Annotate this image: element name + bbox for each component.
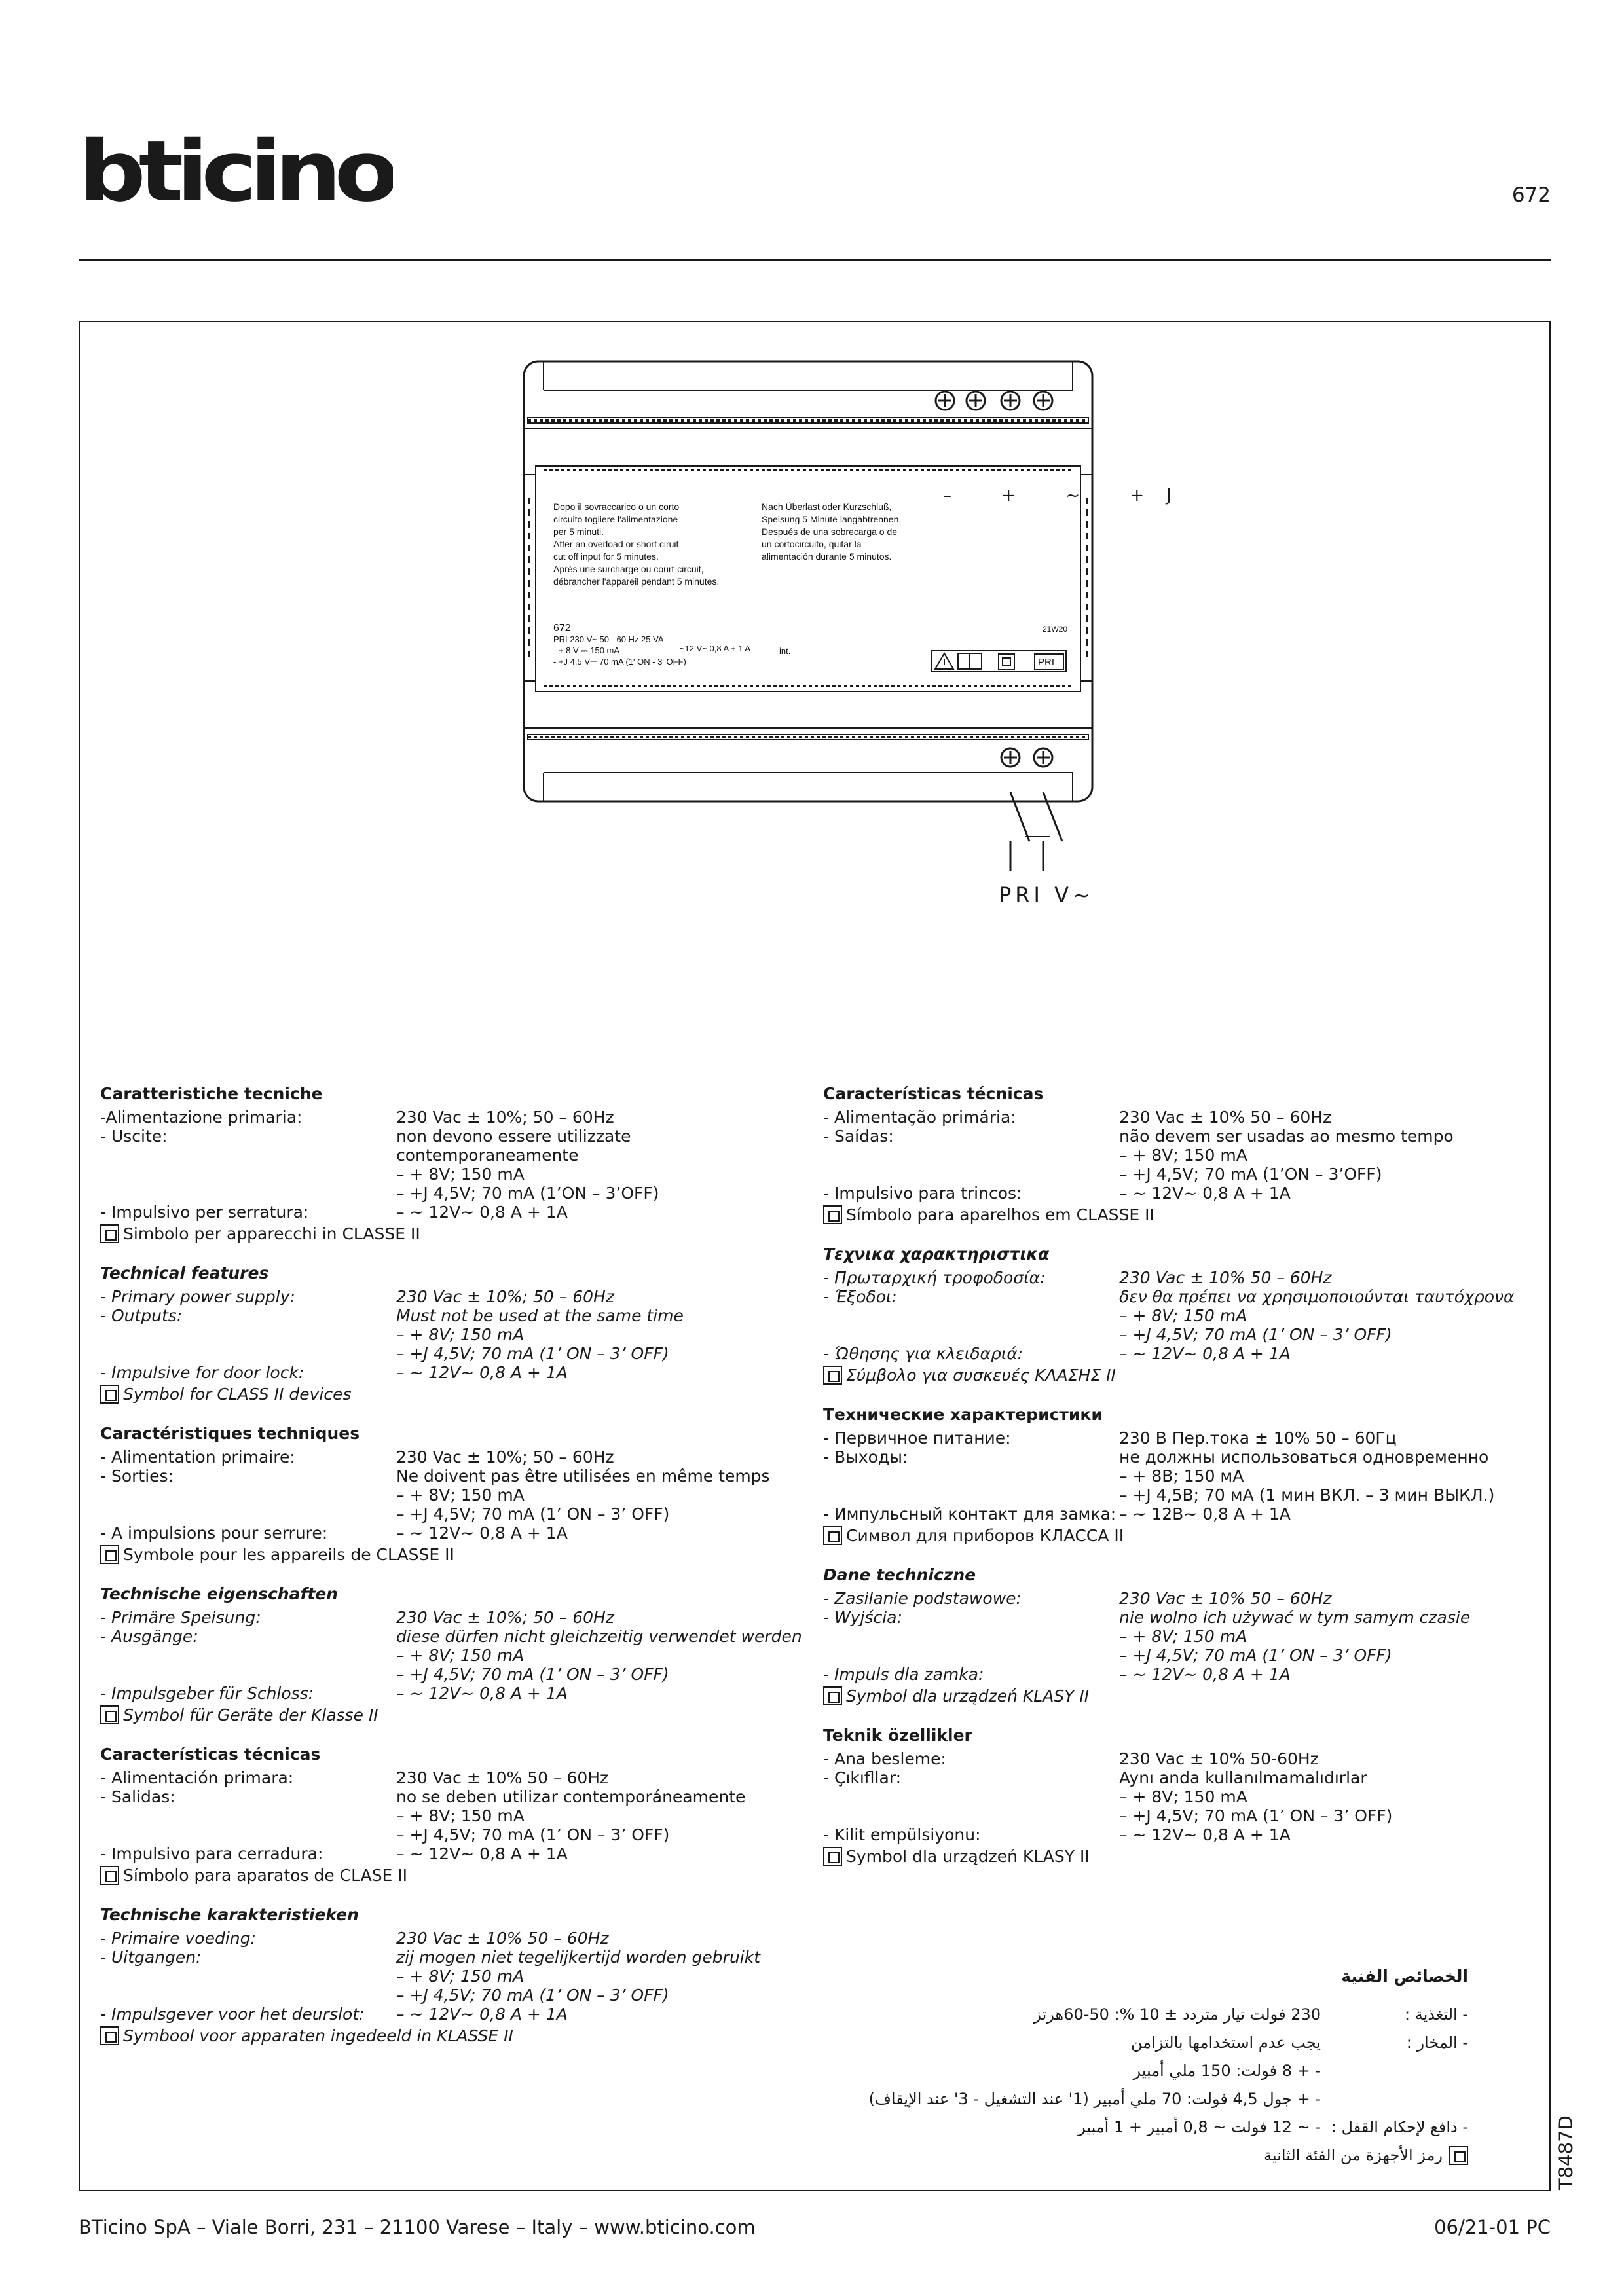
spec-row-outputs	[100, 1127, 807, 1165]
class-ii-icon	[100, 2026, 119, 2045]
class-ii-symbol-row	[100, 1866, 807, 1885]
lock-value: – ~ 12V~ 0,8 A + 1A	[1119, 1825, 1291, 1844]
class-ii-icon	[1449, 2146, 1468, 2165]
output-8v: – + 8V; 150 mA	[1119, 1306, 1247, 1325]
spec-row-power	[823, 2005, 1468, 2025]
device-diagram	[0, 0, 1624, 949]
outputs-value: δεν θα πρέπει να χρησιμοποιούνται ταυτόχρονα	[1119, 1287, 1515, 1306]
overload-note-left: Dopo il sovraccarico o un corto circuito togliere l'alimentazione per 5 minuti. After an overload or short ciruit cut off input for 5 minutes. Après une surcharge ou court-circuit, débrancher l'appareil pendant 5 minutes.	[553, 501, 720, 587]
power-label: - Alimentation primaire:	[100, 1448, 295, 1467]
pri-small-label: PRI	[1038, 657, 1055, 668]
spec-row-outputs	[823, 1768, 1530, 1787]
class-ii-icon	[100, 1385, 119, 1404]
spec-section-arabic	[823, 1966, 1468, 2166]
symbol-text: Символ для приборов КЛАССА II	[846, 1526, 1124, 1545]
spec-row-outputs	[823, 1448, 1530, 1467]
section-title: Características técnicas	[100, 1745, 321, 1764]
lock-label: - Impulsivo para cerradura:	[100, 1844, 323, 1863]
spec-section-portuguese	[823, 1084, 1530, 1224]
power-value: 230 Vac ± 10%; 50 – 60Hz	[396, 1287, 614, 1306]
class-ii-icon	[823, 1526, 842, 1545]
rating-int: int.	[779, 646, 791, 656]
output-j: – +J 4,5V; 70 mA (1’ ON – 3’ OFF)	[1119, 1325, 1392, 1344]
spec-row-lock	[100, 1844, 807, 1863]
section-title: Τεχνικα χαρακτηριστικα	[823, 1245, 1050, 1264]
spec-row-lock	[100, 1523, 807, 1542]
power-value: 230 Vac ± 10% 50 – 60Hz	[1119, 1268, 1332, 1287]
spec-row-outputs	[823, 1287, 1530, 1306]
class-ii-icon	[100, 1866, 119, 1885]
output-j: – +J 4,5В; 70 мА (1 мин ВКЛ. – 3 мин ВЫКЛ.)	[1119, 1485, 1495, 1504]
lock-label: - Ώθησης για κλειδαριά:	[823, 1344, 1024, 1363]
class-ii-symbol-row	[823, 1526, 1530, 1545]
spec-row-power	[100, 1929, 807, 1948]
class-ii-symbol-row	[100, 1224, 807, 1243]
spec-row-outputs	[100, 1948, 807, 1967]
class-ii-icon	[100, 1224, 119, 1243]
power-value: 230 Vac ± 10%; 50 – 60Hz	[396, 1448, 614, 1467]
lock-value: – ~ 12V~ 0,8 A + 1A	[396, 1203, 568, 1222]
spec-section-spanish	[100, 1744, 807, 1885]
spec-row-outputs	[823, 1608, 1530, 1627]
class-ii-symbol-row	[823, 2145, 1468, 2166]
power-value: 230 فولت تيار متردد ± 10 %: 50-60هرتز	[1033, 2005, 1321, 2024]
rating-primary: PRI 230 V~ 50 - 60 Hz 25 VA	[553, 634, 664, 644]
lock-value: – ~ 12V~ 0,8 A + 1A	[396, 2005, 568, 2024]
power-value: 230 Vac ± 10%; 50 – 60Hz	[396, 1108, 614, 1127]
class-ii-icon	[823, 1366, 842, 1385]
class-ii-icon	[100, 1705, 119, 1724]
spec-row-power	[823, 1429, 1530, 1448]
output-8v: – + 8V; 150 mA	[1119, 1146, 1247, 1165]
symbol-text: Símbolo para aparelhos em CLASSE II	[846, 1205, 1154, 1224]
lock-value: – ~ 12V~ 0,8 A + 1A	[396, 1844, 568, 1863]
class-ii-symbol-row	[100, 1385, 807, 1404]
power-label: -Alimentazione primaria:	[100, 1108, 303, 1127]
outputs-value: не должны использоваться одновременно	[1119, 1448, 1489, 1467]
spec-section-turkish	[823, 1725, 1530, 1866]
lock-value: – ~ 12V~ 0,8 A + 1A	[1119, 1184, 1291, 1203]
lock-value: - ~ 12 فولت ~ 0,8 أمبير + 1 أمبير	[1078, 2118, 1321, 2136]
spec-row-outputs	[100, 1787, 807, 1806]
section-title: Teknik özellikler	[823, 1726, 972, 1745]
class-ii-icon	[823, 1847, 842, 1866]
section-title: Technische eigenschaften	[100, 1584, 339, 1603]
power-label: - Primäre Speisung:	[100, 1608, 261, 1627]
class-ii-symbol-row	[823, 1366, 1530, 1385]
spec-section-german	[100, 1584, 807, 1724]
power-value: 230 Vac ± 10%; 50 – 60Hz	[396, 1608, 614, 1627]
outputs-label: - Uitgangen:	[100, 1948, 202, 1967]
document-code: T8487D	[1555, 2115, 1577, 2190]
output-j: – +J 4,5V; 70 mA (1’ ON – 3’ OFF)	[396, 1665, 669, 1684]
power-label: - Alimentação primária:	[823, 1108, 1016, 1127]
outputs-value: diese dürfen nicht gleichzeitig verwendet werden	[396, 1627, 802, 1646]
output-8v: – + 8V; 150 mA	[1119, 1627, 1247, 1646]
power-value: 230 Vac ± 10% 50 – 60Hz	[1119, 1108, 1332, 1127]
power-label: - Primary power supply:	[100, 1287, 295, 1306]
lock-value: – ~ 12V~ 0,8 A + 1A	[1119, 1344, 1291, 1363]
class-ii-icon	[823, 1205, 842, 1224]
spec-row-lock	[823, 1825, 1530, 1844]
lock-label: - Impulsivo para trincos:	[823, 1184, 1022, 1203]
outputs-label: - Uscite:	[100, 1127, 168, 1146]
company-address: BTicino SpA – Viale Borri, 231 – 21100 Varese – Italy – www.bticino.com	[79, 2216, 756, 2238]
spec-row-outputs	[100, 1306, 807, 1325]
lock-label: - Impulsgeber für Schloss:	[100, 1684, 314, 1703]
specs-column-right	[823, 1084, 1530, 1886]
outputs-label: - Salidas:	[100, 1787, 175, 1806]
outputs-label: - Sorties:	[100, 1467, 174, 1485]
output-8v: – + 8V; 150 mA	[396, 1165, 525, 1184]
outputs-value: não devem ser usadas ao mesmo tempo	[1119, 1127, 1454, 1146]
class-ii-symbol-row	[100, 1705, 807, 1724]
spec-row-outputs	[823, 2033, 1468, 2053]
spec-section-polish	[823, 1565, 1530, 1705]
spec-section-dutch	[100, 1904, 807, 2045]
symbol-text: Symbol für Geräte der Klasse II	[123, 1705, 378, 1724]
outputs-value: zij mogen niet tegelijkertijd worden gebruikt	[396, 1948, 761, 1967]
power-value: 230 Vac ± 10% 50 – 60Hz	[1119, 1589, 1332, 1608]
section-title: Технические характеристики	[823, 1405, 1103, 1424]
spec-row-power	[823, 1268, 1530, 1287]
lock-label: - Impulsivo per serratura:	[100, 1203, 309, 1222]
pri-caption: PRI V~	[999, 883, 1094, 907]
class-ii-icon	[100, 1545, 119, 1564]
output-8v: – + 8V; 150 mA	[396, 1485, 525, 1504]
spec-row-lock	[100, 1203, 807, 1222]
output-8v: - + 8 فولت: 150 ملي أمبير	[1133, 2062, 1321, 2080]
outputs-value: nie wolno ich używać w tym samym czasie	[1119, 1608, 1471, 1627]
lock-label: - Impulsive for door lock:	[100, 1363, 304, 1382]
lock-label: - Impuls dla zamka:	[823, 1665, 984, 1684]
spec-row-outputs	[100, 1467, 807, 1485]
section-title: Caractéristiques techniques	[100, 1424, 360, 1443]
lock-value: – ~ 12V~ 0,8 A + 1A	[396, 1363, 568, 1382]
power-value: 230 Vac ± 10% 50-60Hz	[1119, 1749, 1319, 1768]
outputs-label: - المخار :	[1406, 2033, 1468, 2052]
outputs-label: - Ausgänge:	[100, 1627, 198, 1646]
output-j: – +J 4,5V; 70 mA (1’ ON – 3’ OFF)	[396, 1504, 670, 1523]
spec-row-power	[823, 1108, 1530, 1127]
section-title: Características técnicas	[823, 1084, 1044, 1103]
outputs-label: - Έξοδοι:	[823, 1287, 897, 1306]
terminal-labels: – + ~ +J	[943, 486, 1194, 505]
lock-label: - Kilit empülsiyonu:	[823, 1825, 981, 1844]
spec-row-lock	[100, 1363, 807, 1382]
spec-row-power	[823, 1749, 1530, 1768]
lock-label: - Импульсный контакт для замка:	[823, 1504, 1116, 1523]
output-j: – +J 4,5V; 70 mA (1’ ON – 3’ OFF)	[1119, 1646, 1392, 1665]
output-j: – +J 4,5V; 70 mA (1’ON – 3’OFF)	[396, 1184, 659, 1203]
section-title: Technical features	[100, 1264, 269, 1283]
symbol-text: رمز الأجهزة من الفئة الثانية	[1264, 2146, 1443, 2164]
spec-row-lock	[823, 1344, 1530, 1363]
spec-section-french	[100, 1423, 807, 1564]
outputs-label: - Saídas:	[823, 1127, 894, 1146]
spec-row-lock	[100, 2005, 807, 2024]
spec-row-outputs	[100, 1627, 807, 1646]
product-code: 672	[1511, 183, 1551, 207]
power-value: 230 В Пер.тока ± 10% 50 – 60Гц	[1119, 1429, 1397, 1448]
power-label: - Zasilanie podstawowe:	[823, 1589, 1022, 1608]
power-label: - Alimentación primara:	[100, 1768, 294, 1787]
spec-section-greek	[823, 1244, 1530, 1385]
power-label: - التغذية :	[1405, 2005, 1468, 2024]
pri-wires	[1010, 792, 1062, 871]
output-j: – +J 4,5V; 70 mA (1’ ON – 3’ OFF)	[396, 1344, 669, 1363]
spec-row-outputs	[823, 1127, 1530, 1146]
lock-value: – ~ 12V~ 0,8 A + 1A	[396, 1523, 568, 1542]
symbol-text: Symbool voor apparaten ingedeeld in KLASSE II	[123, 2026, 513, 2045]
class-ii-symbol-row	[823, 1686, 1530, 1705]
spec-row-power	[100, 1768, 807, 1787]
section-title: Dane techniczne	[823, 1565, 976, 1584]
symbol-text: Symbole pour les appareils de CLASSE II	[123, 1545, 454, 1564]
class-ii-symbol-row	[823, 1205, 1530, 1224]
power-value: 230 Vac ± 10% 50 – 60Hz	[396, 1929, 609, 1948]
output-j: – +J 4,5V; 70 mA (1’ ON – 3’ OFF)	[396, 1825, 670, 1844]
outputs-label: - Çıkıfllar:	[823, 1768, 902, 1787]
class-ii-symbol-row	[823, 1847, 1530, 1866]
symbol-text: Símbolo para aparatos de CLASE II	[123, 1866, 408, 1885]
output-j: – +J 4,5V; 70 mA (1’ ON – 3’ OFF)	[1119, 1806, 1393, 1825]
outputs-label: - Выходы:	[823, 1448, 908, 1467]
output-8v: – + 8В; 150 мА	[1119, 1467, 1244, 1485]
symbol-text: Symbol dla urządzeń KLASY II	[846, 1686, 1090, 1705]
spec-section-english	[100, 1263, 807, 1404]
code-21w20: 21W20	[1043, 625, 1068, 634]
symbol-text: Symbol dla urządzeń KLASY II	[846, 1847, 1090, 1866]
lock-label: - A impulsions pour serrure:	[100, 1523, 328, 1542]
spec-row-power	[100, 1108, 807, 1127]
spec-section-russian	[823, 1404, 1530, 1545]
outputs-value: no se deben utilizar contemporáneamente	[396, 1787, 746, 1806]
class-ii-symbol-row	[100, 1545, 807, 1564]
power-label: - Первичное питание:	[823, 1429, 1011, 1448]
lock-value: – ~ 12V~ 0,8 A + 1A	[1119, 1665, 1291, 1684]
spec-row-power	[823, 1589, 1530, 1608]
spec-section-italian	[100, 1084, 807, 1243]
spec-row-lock	[823, 1184, 1530, 1203]
symbol-text: Σύμβολο για συσκευές ΚΛΑΣΗΣ II	[846, 1366, 1116, 1385]
logo-text: bticino	[79, 136, 393, 208]
power-label: - Πρωταρχική τροφοδοσία:	[823, 1268, 1046, 1287]
outputs-value: Must not be used at the same time	[396, 1306, 684, 1325]
lock-label: - Impulsgever voor het deurslot:	[100, 2005, 365, 2024]
spec-row-lock	[823, 1665, 1530, 1684]
rating-output-j: - +J 4,5 V⎓ 70 mA (1' ON - 3' OFF)	[553, 657, 686, 666]
spec-row-lock	[823, 2117, 1468, 2138]
outputs-label: - Outputs:	[100, 1306, 183, 1325]
power-value: 230 Vac ± 10% 50 – 60Hz	[396, 1768, 609, 1787]
output-j: - + جول 4,5 فولت: 70 ملي أمبير (1' عند التشغيل - 3' عند الإيقاف)	[868, 2090, 1321, 2108]
outputs-value: يجب عدم استخدامها بالتزامن	[1131, 2033, 1321, 2052]
symbol-text: Symbol for CLASS II devices	[123, 1385, 352, 1404]
document-date: 06/21-01 PC	[1434, 2216, 1551, 2238]
output-j: – +J 4,5V; 70 mA (1’ON – 3’OFF)	[1119, 1165, 1382, 1184]
outputs-value: Aynı anda kullanılmamalıdırlar	[1119, 1768, 1367, 1787]
rating-output-12v: - ~12 V~ 0,8 A + 1 A	[674, 644, 751, 653]
section-title: Caratteristiche tecniche	[100, 1084, 323, 1103]
rating-output-8v: - + 8 V ⎓ 150 mA	[553, 646, 620, 655]
lock-label: - دافع لإحكام القفل :	[1331, 2118, 1468, 2136]
output-8v: – + 8V; 150 mA	[396, 1646, 525, 1665]
lock-value: – ~ 12В~ 0,8 А + 1А	[1119, 1504, 1291, 1523]
symbol-text: Simbolo per apparecchi in CLASSE II	[123, 1224, 420, 1243]
output-8v: – + 8V; 150 mA	[1119, 1787, 1247, 1806]
power-label: - Ana besleme:	[823, 1749, 946, 1768]
device-drawing	[0, 0, 1624, 949]
class-ii-symbol-row	[100, 2026, 807, 2045]
spec-row-lock	[100, 1684, 807, 1703]
outputs-value: Ne doivent pas être utilisées en même temps	[396, 1467, 770, 1485]
section-title: Technische karakteristieken	[100, 1905, 359, 1924]
outputs-value: non devono essere utilizzate contemporaneamente	[396, 1127, 631, 1165]
power-label: - Primaire voeding:	[100, 1929, 256, 1948]
rating-model: 672	[553, 623, 571, 634]
specs-column-left	[100, 1084, 807, 2065]
output-8v: – + 8V; 150 mA	[396, 1325, 525, 1344]
spec-row-lock	[823, 1504, 1530, 1523]
spec-row-power	[100, 1448, 807, 1467]
class-ii-icon	[823, 1686, 842, 1705]
spec-row-power	[100, 1608, 807, 1627]
output-8v: – + 8V; 150 mA	[396, 1967, 525, 1986]
output-8v: – + 8V; 150 mA	[396, 1806, 525, 1825]
spec-row-power	[100, 1287, 807, 1306]
lock-value: – ~ 12V~ 0,8 A + 1A	[396, 1684, 568, 1703]
overload-note-right: Nach Überlast oder Kurzschluß, Speisung 5 Minute langabtrennen. Después de una sobrecarga o de un cortocircuito, quitar la alimentación durante 5 minutos.	[762, 501, 902, 562]
outputs-label: - Wyjścia:	[823, 1608, 902, 1627]
section-title: الخصائص الفنية	[1341, 1967, 1468, 1986]
output-j: – +J 4,5V; 70 mA (1’ ON – 3’ OFF)	[396, 1986, 669, 2005]
